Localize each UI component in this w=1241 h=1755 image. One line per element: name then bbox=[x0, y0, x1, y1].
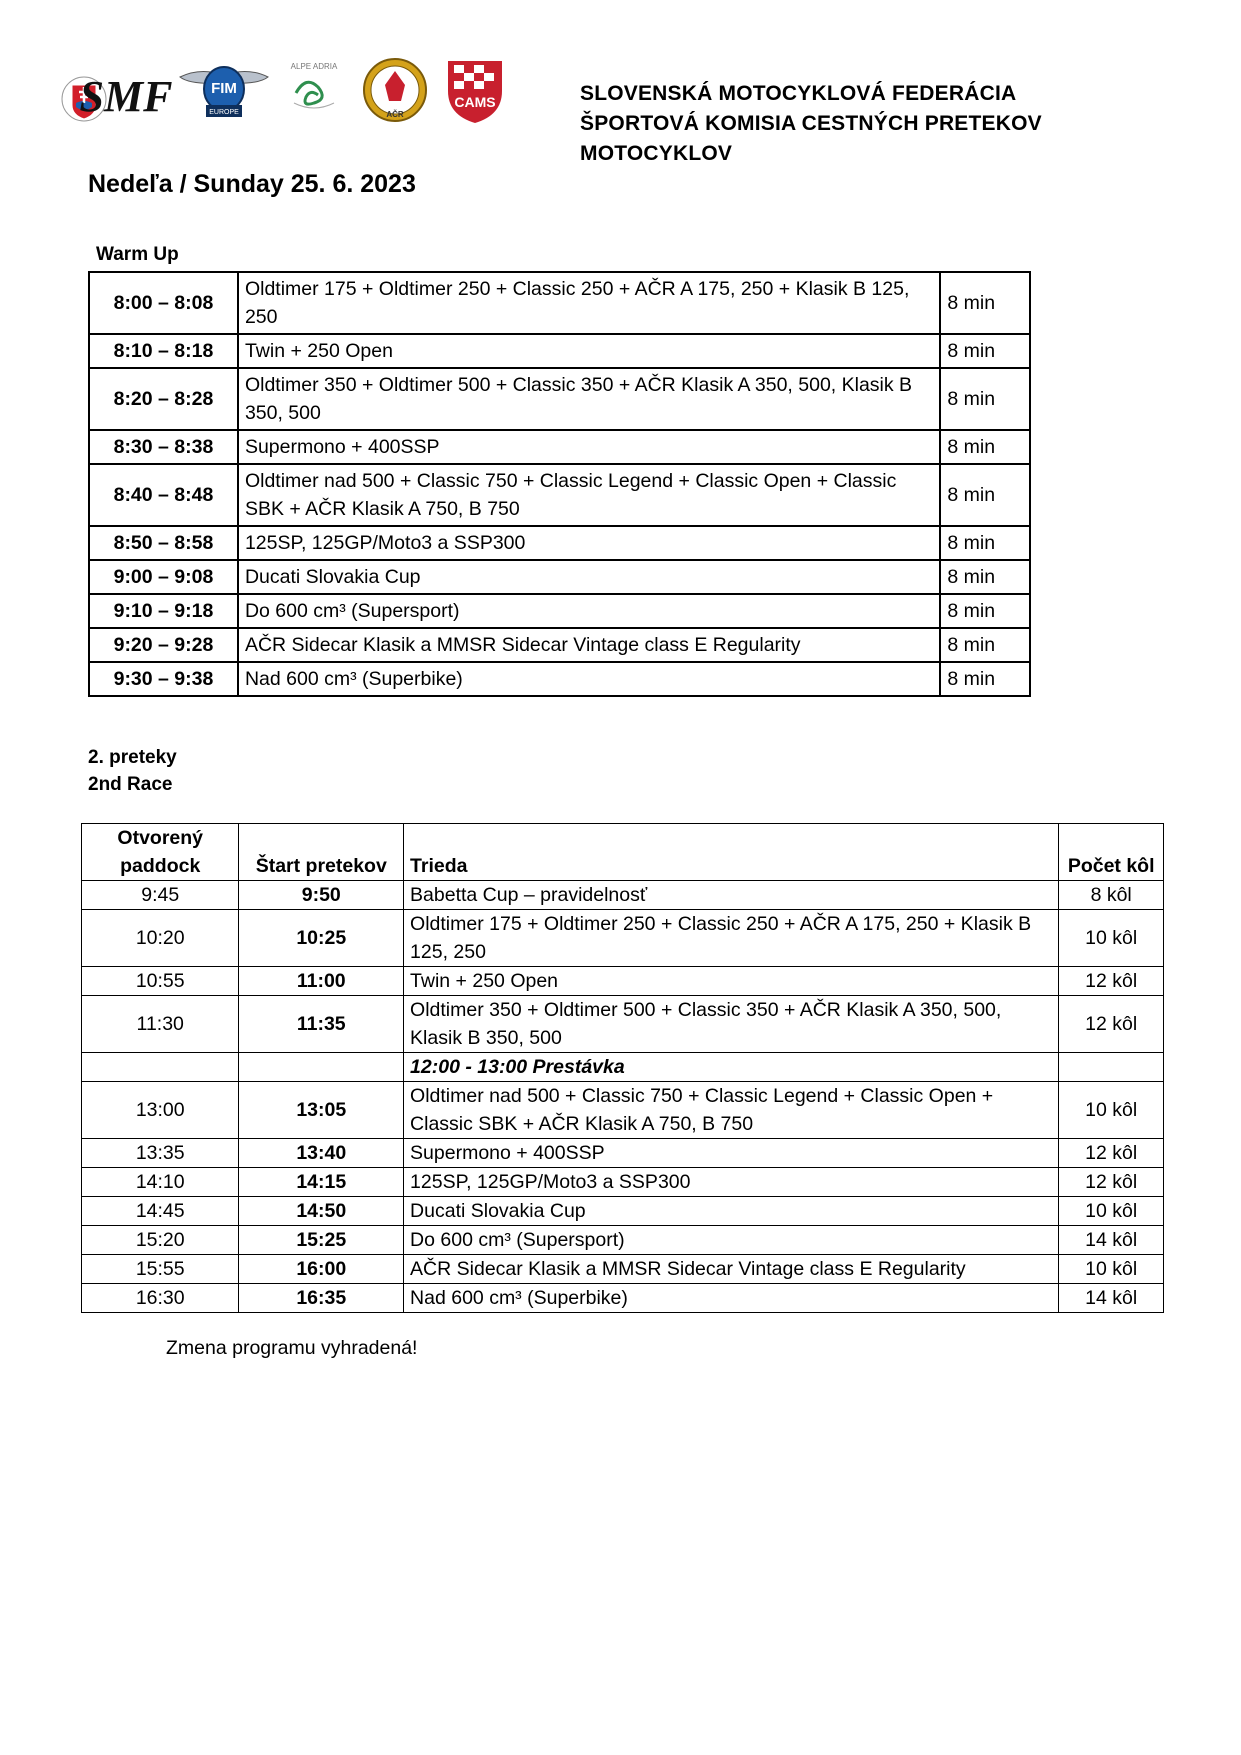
warmup-time: 8:30 – 8:38 bbox=[89, 430, 238, 464]
warmup-time: 8:00 – 8:08 bbox=[89, 272, 238, 334]
race-paddock-time: 15:20 bbox=[82, 1226, 239, 1255]
warmup-time: 9:00 – 9:08 bbox=[89, 560, 238, 594]
race-laps: 12 kôl bbox=[1059, 1168, 1164, 1197]
race-class: Babetta Cup – pravidelnosť bbox=[404, 881, 1059, 910]
race-start-time: 16:00 bbox=[239, 1255, 404, 1284]
warmup-row bbox=[89, 662, 1030, 696]
race-start-time bbox=[239, 1053, 404, 1082]
acr-logo-text: AČR bbox=[386, 110, 404, 119]
race-row bbox=[82, 1082, 1164, 1139]
acr-logo bbox=[362, 55, 428, 125]
race-class: Oldtimer nad 500 + Classic 750 + Classic Legend + Classic Open + Classic SBK + AČR Klasik A 750, B 750 bbox=[404, 1082, 1059, 1139]
race-row bbox=[82, 881, 1164, 910]
header-paddock: Otvorený paddock bbox=[82, 824, 239, 881]
fim-logo-text: FIM bbox=[211, 80, 237, 97]
race-start-time: 16:35 bbox=[239, 1284, 404, 1313]
letterhead bbox=[60, 55, 1190, 165]
warmup-label: Warm Up bbox=[96, 244, 179, 265]
alpe-logo-text: ALPE ADRIA bbox=[290, 62, 338, 71]
race-row bbox=[82, 1284, 1164, 1313]
race-start-time: 9:50 bbox=[239, 881, 404, 910]
race-start-time: 13:40 bbox=[239, 1139, 404, 1168]
race-laps: 12 kôl bbox=[1059, 996, 1164, 1053]
warmup-duration: 8 min bbox=[940, 662, 1030, 696]
race-label-sk: 2. preteky bbox=[88, 747, 177, 768]
race-laps: 14 kôl bbox=[1059, 1284, 1164, 1313]
race-laps: 12 kôl bbox=[1059, 967, 1164, 996]
race-paddock-time: 11:30 bbox=[82, 996, 239, 1053]
warmup-duration: 8 min bbox=[940, 464, 1030, 526]
warmup-duration: 8 min bbox=[940, 334, 1030, 368]
warmup-class: Nad 600 cm³ (Superbike) bbox=[238, 662, 940, 696]
warmup-row bbox=[89, 430, 1030, 464]
break-row bbox=[82, 1053, 1164, 1082]
warmup-duration: 8 min bbox=[940, 594, 1030, 628]
warmup-class: Ducati Slovakia Cup bbox=[238, 560, 940, 594]
race-laps: 8 kôl bbox=[1059, 881, 1164, 910]
warmup-time: 8:20 – 8:28 bbox=[89, 368, 238, 430]
race-row bbox=[82, 1139, 1164, 1168]
warmup-class: 125SP, 125GP/Moto3 a SSP300 bbox=[238, 526, 940, 560]
race-row bbox=[82, 1226, 1164, 1255]
warmup-row bbox=[89, 272, 1030, 334]
warmup-time: 8:10 – 8:18 bbox=[89, 334, 238, 368]
race-label-en: 2nd Race bbox=[88, 774, 173, 795]
race-paddock-time: 10:20 bbox=[82, 910, 239, 967]
race-class: Do 600 cm³ (Supersport) bbox=[404, 1226, 1059, 1255]
warmup-row bbox=[89, 526, 1030, 560]
race-class: Oldtimer 175 + Oldtimer 250 + Classic 250 + AČR A 175, 250 + Klasik B 125, 250 bbox=[404, 910, 1059, 967]
race-class: Ducati Slovakia Cup bbox=[404, 1197, 1059, 1226]
header-start: Štart pretekov bbox=[239, 824, 404, 881]
org-line-1: SLOVENSKÁ MOTOCYKLOVÁ FEDERÁCIA bbox=[580, 82, 1017, 105]
race-row bbox=[82, 1255, 1164, 1284]
race-row bbox=[82, 910, 1164, 967]
program-change-note: Zmena programu vyhradená! bbox=[166, 1337, 418, 1359]
race-class: Twin + 250 Open bbox=[404, 967, 1059, 996]
race-paddock-time: 9:45 bbox=[82, 881, 239, 910]
race-laps: 10 kôl bbox=[1059, 1082, 1164, 1139]
org-line-2: ŠPORTOVÁ KOMISIA CESTNÝCH PRETEKOV MOTOCYKLOV bbox=[580, 112, 1042, 165]
race-paddock-time: 15:55 bbox=[82, 1255, 239, 1284]
race-start-time: 10:25 bbox=[239, 910, 404, 967]
fim-europe-logo bbox=[178, 55, 270, 125]
race-start-time: 11:35 bbox=[239, 996, 404, 1053]
warmup-row bbox=[89, 334, 1030, 368]
warmup-class: Twin + 250 Open bbox=[238, 334, 940, 368]
race-paddock-time: 10:55 bbox=[82, 967, 239, 996]
warmup-time: 9:30 – 9:38 bbox=[89, 662, 238, 696]
race-row bbox=[82, 996, 1164, 1053]
race-class: Nad 600 cm³ (Superbike) bbox=[404, 1284, 1059, 1313]
warmup-time: 8:40 – 8:48 bbox=[89, 464, 238, 526]
race-start-time: 13:05 bbox=[239, 1082, 404, 1139]
warmup-duration: 8 min bbox=[940, 526, 1030, 560]
warmup-class: Oldtimer nad 500 + Classic 750 + Classic Legend + Classic Open + Classic SBK + AČR Klasik A 750, B 750 bbox=[238, 464, 940, 526]
race-start-time: 11:00 bbox=[239, 967, 404, 996]
warmup-class: Do 600 cm³ (Supersport) bbox=[238, 594, 940, 628]
race-laps: 14 kôl bbox=[1059, 1226, 1164, 1255]
race-paddock-time: 14:10 bbox=[82, 1168, 239, 1197]
race-paddock-time: 14:45 bbox=[82, 1197, 239, 1226]
cams-logo bbox=[444, 55, 506, 125]
warmup-class: Supermono + 400SSP bbox=[238, 430, 940, 464]
warmup-row bbox=[89, 594, 1030, 628]
race-class: Oldtimer 350 + Oldtimer 500 + Classic 350 + AČR Klasik A 350, 500, Klasik B 350, 500 bbox=[404, 996, 1059, 1053]
warmup-time: 9:10 – 9:18 bbox=[89, 594, 238, 628]
race-paddock-time bbox=[82, 1053, 239, 1082]
warmup-row bbox=[89, 628, 1030, 662]
warmup-duration: 8 min bbox=[940, 560, 1030, 594]
day-title: Nedeľa / Sunday 25. 6. 2023 bbox=[88, 170, 416, 198]
warmup-table bbox=[88, 271, 1031, 697]
race-paddock-time: 13:35 bbox=[82, 1139, 239, 1168]
warmup-duration: 8 min bbox=[940, 430, 1030, 464]
smf-logo bbox=[60, 55, 172, 135]
race-start-time: 14:15 bbox=[239, 1168, 404, 1197]
alpe-adria-logo bbox=[286, 55, 342, 121]
race-start-time: 14:50 bbox=[239, 1197, 404, 1226]
race-row bbox=[82, 1197, 1164, 1226]
warmup-class: Oldtimer 350 + Oldtimer 500 + Classic 350 + AČR Klasik A 350, 500, Klasik B 350, 500 bbox=[238, 368, 940, 430]
race-class: Supermono + 400SSP bbox=[404, 1139, 1059, 1168]
fim-logo-subtext: EUROPE bbox=[209, 109, 239, 116]
race-paddock-time: 16:30 bbox=[82, 1284, 239, 1313]
race-paddock-time: 13:00 bbox=[82, 1082, 239, 1139]
race-start-time: 15:25 bbox=[239, 1226, 404, 1255]
warmup-duration: 8 min bbox=[940, 368, 1030, 430]
warmup-duration: 8 min bbox=[940, 272, 1030, 334]
race-row bbox=[82, 1168, 1164, 1197]
warmup-row bbox=[89, 560, 1030, 594]
header-class: Trieda bbox=[404, 824, 1059, 881]
race-table bbox=[81, 823, 1164, 1313]
warmup-class: Oldtimer 175 + Oldtimer 250 + Classic 250 + AČR A 175, 250 + Klasik B 125, 250 bbox=[238, 272, 940, 334]
cams-logo-text: CAMS bbox=[454, 94, 496, 110]
race-class: 12:00 - 13:00 Prestávka bbox=[404, 1053, 1059, 1082]
race-class: 125SP, 125GP/Moto3 a SSP300 bbox=[404, 1168, 1059, 1197]
race-row bbox=[82, 967, 1164, 996]
warmup-row bbox=[89, 464, 1030, 526]
race-laps bbox=[1059, 1053, 1164, 1082]
warmup-time: 9:20 – 9:28 bbox=[89, 628, 238, 662]
smf-logo-text: SMF bbox=[79, 72, 172, 121]
warmup-class: AČR Sidecar Klasik a MMSR Sidecar Vintage class E Regularity bbox=[238, 628, 940, 662]
warmup-row bbox=[89, 368, 1030, 430]
race-laps: 10 kôl bbox=[1059, 910, 1164, 967]
race-laps: 10 kôl bbox=[1059, 1255, 1164, 1284]
organization-name bbox=[580, 79, 1190, 169]
race-laps: 12 kôl bbox=[1059, 1139, 1164, 1168]
race-class: AČR Sidecar Klasik a MMSR Sidecar Vintage class E Regularity bbox=[404, 1255, 1059, 1284]
race-laps: 10 kôl bbox=[1059, 1197, 1164, 1226]
race-table-header bbox=[82, 824, 1164, 881]
warmup-duration: 8 min bbox=[940, 628, 1030, 662]
header-laps: Počet kôl bbox=[1059, 824, 1164, 881]
warmup-time: 8:50 – 8:58 bbox=[89, 526, 238, 560]
